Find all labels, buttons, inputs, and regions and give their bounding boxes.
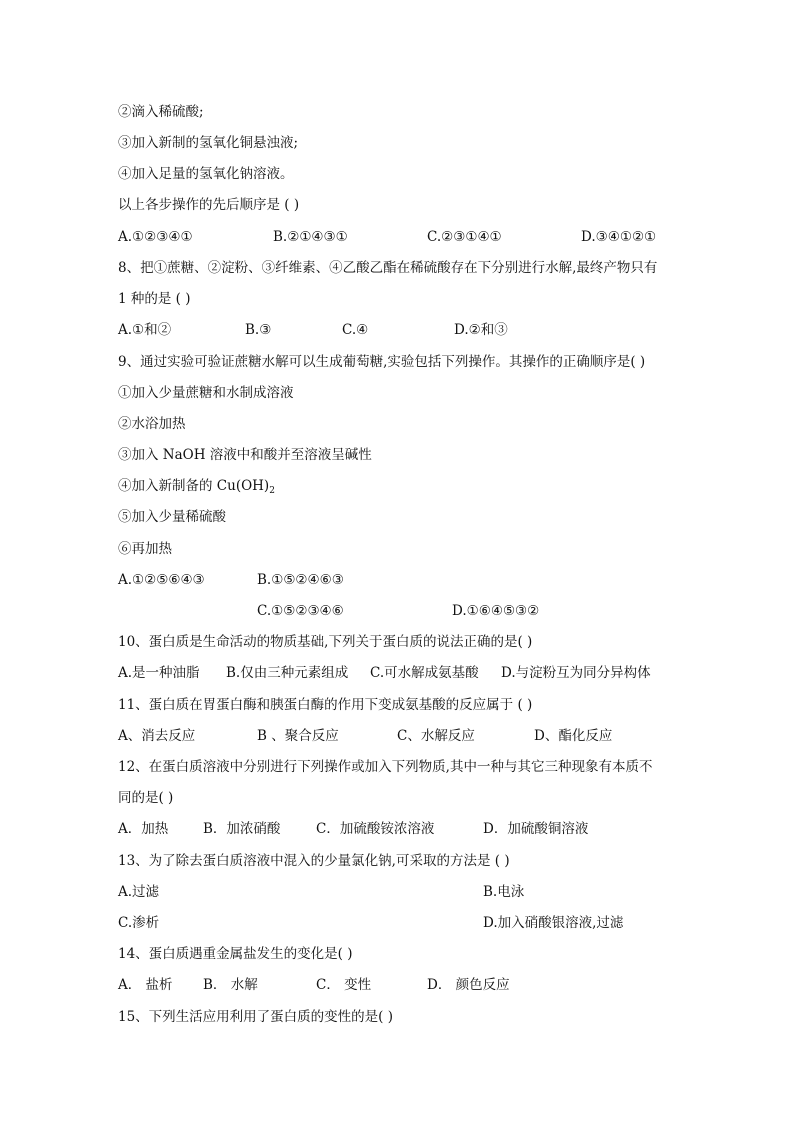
q12-option-b: B．加浓硝酸 <box>203 821 281 837</box>
q12-option-c: C．加硫酸铵浓溶液 <box>316 821 435 837</box>
q11-option-d: D、酯化反应 <box>534 728 613 744</box>
q8-option-a: A.①和② <box>118 322 172 338</box>
q9-option-a: A.①②⑤⑥④③ <box>118 572 205 588</box>
q11-option-c: C、水解反应 <box>397 728 475 744</box>
q8-stem: 8、把①蔗糖、②淀粉、③纤维素、④乙酸乙酯在稀硫酸存在下分别进行水解,最终产物只有 <box>118 260 658 276</box>
q9-option-b: B.①⑤②④⑥③ <box>257 572 344 588</box>
q7-option-a: A.①②③④① <box>118 229 193 245</box>
q13-option-c: C.渗析 <box>118 915 160 931</box>
q9-option-d: D.①⑥④⑤③② <box>452 603 540 619</box>
q9-stem: 9、通过实验可验证蔗糖水解可以生成葡萄糖,实验包括下列操作。其操作的正确顺序是( ) <box>118 354 646 370</box>
q12-option-d: D．加硫酸铜溶液 <box>483 821 589 837</box>
q13-option-a: A.过滤 <box>118 884 160 900</box>
q8-option-c: C.④ <box>342 322 369 338</box>
q9-step-text: ④加入新制备的 Cu(OH) <box>118 478 270 494</box>
q11-option-b: B 、聚合反应 <box>257 728 339 744</box>
q10-option-c: C.可水解成氨基酸 <box>370 665 479 681</box>
q10-option-b: B.仅由三种元素组成 <box>226 665 349 681</box>
q9-step: ③加入 NaOH 溶液中和酸并至溶液呈碱性 <box>118 447 372 463</box>
text-line: ②滴入稀硫酸; <box>118 104 204 120</box>
q14-option-d: D． 颜色反应 <box>427 977 510 993</box>
q13-stem: 13、为了除去蛋白质溶液中混入的少量氯化钠,可采取的方法是 ( ) <box>118 853 510 869</box>
q9-step: ①加入少量蔗糖和水制成溶液 <box>118 385 294 401</box>
q9-option-c: C.①⑤②③④⑥ <box>257 603 344 619</box>
q11-stem: 11、蛋白质在胃蛋白酶和胰蛋白酶的作用下变成氨基酸的反应属于 ( ) <box>118 697 533 713</box>
text-line: ④加入足量的氢氧化钠溶液。 <box>118 166 294 182</box>
q9-step: ②水浴加热 <box>118 416 186 432</box>
q7-option-b: B.②①④③① <box>273 229 348 245</box>
q7-option-d: D.③④①②① <box>581 229 657 245</box>
q8-option-b: B.③ <box>245 322 272 338</box>
q10-option-d: D.与淀粉互为同分异构体 <box>501 665 651 681</box>
question-prompt: 以上各步操作的先后顺序是 ( ) <box>118 197 300 213</box>
text-line: ③加入新制的氢氧化铜悬浊液; <box>118 135 299 151</box>
q13-option-b: B.电泳 <box>483 884 525 900</box>
q9-step <box>118 478 275 494</box>
q13-option-d: D.加入硝酸银溶液,过滤 <box>483 915 624 931</box>
q7-option-c: C.②③①④① <box>427 229 502 245</box>
q14-option-a: A． 盐析 <box>118 977 173 993</box>
q10-option-a: A.是一种油脂 <box>118 665 200 681</box>
q12-option-a: A．加热 <box>118 821 169 837</box>
q14-option-b: B． 水解 <box>203 977 258 993</box>
q12-stem: 同的是( ) <box>118 790 174 806</box>
q10-stem: 10、蛋白质是生命活动的物质基础,下列关于蛋白质的说法正确的是( ) <box>118 634 533 650</box>
q11-option-a: A、消去反应 <box>118 728 196 744</box>
q14-stem: 14、蛋白质遇重金属盐发生的变化是( ) <box>118 946 353 962</box>
q15-stem: 15、下列生活应用利用了蛋白质的变性的是( ) <box>118 1009 394 1025</box>
q14-option-c: C． 变性 <box>316 977 372 993</box>
q12-stem: 12、在蛋白质溶液中分别进行下列操作或加入下列物质,其中一种与其它三种现象有本质不 <box>118 759 653 775</box>
q8-stem: 1 种的是 ( ) <box>118 291 191 307</box>
q8-option-d: D.②和③ <box>454 322 508 338</box>
q9-step: ⑤加入少量稀硫酸 <box>118 509 226 525</box>
subscript: 2 <box>269 486 275 496</box>
q9-step: ⑥再加热 <box>118 541 172 557</box>
